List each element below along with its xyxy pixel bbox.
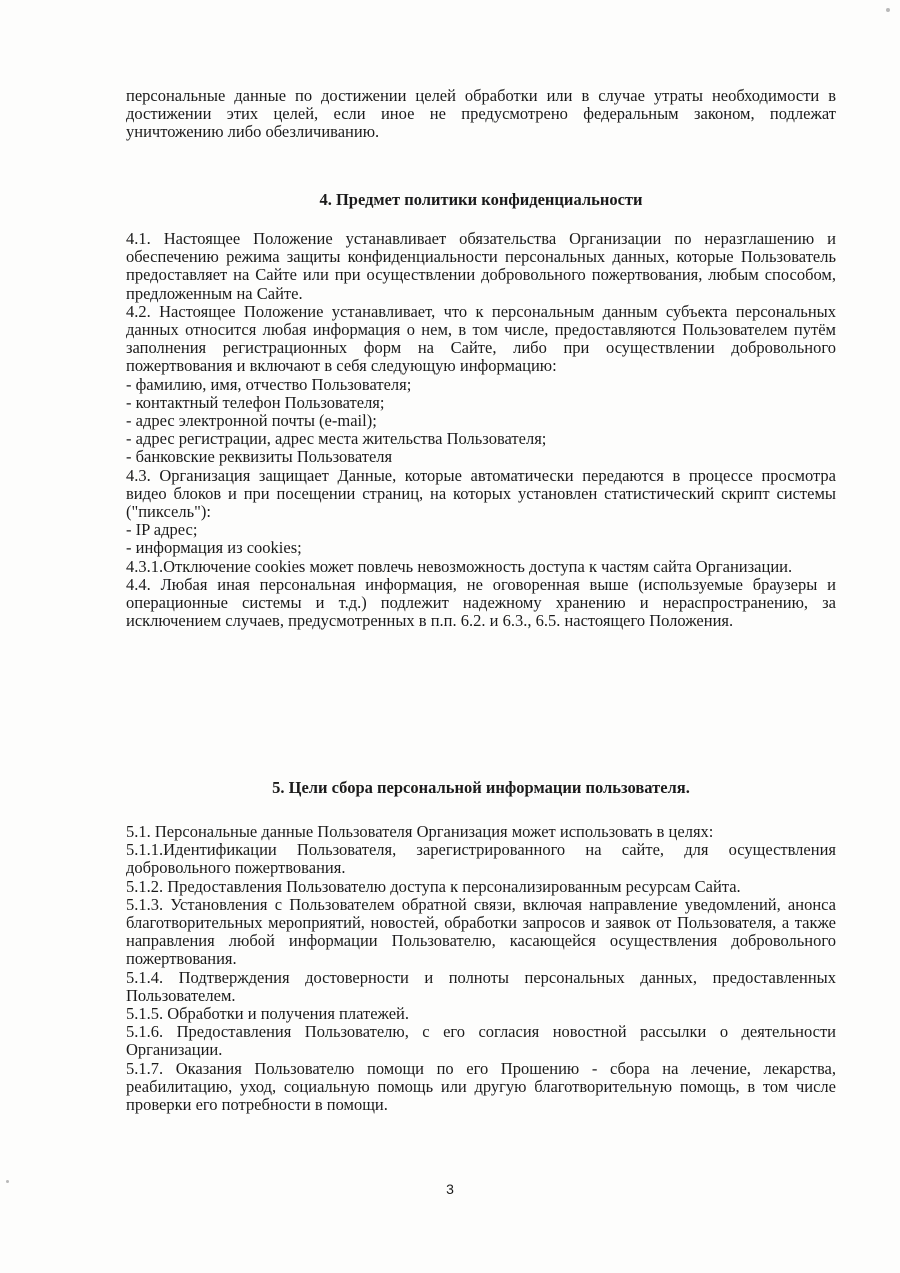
clause-5-1-1: 5.1.1.Идентификации Пользователя, зарегистрированного на сайте, для осуществления добровольного пожертвования.	[126, 840, 836, 878]
clause-5-1-4: 5.1.4. Подтверждения достоверности и полноты персональных данных, предоставленных Пользователем.	[126, 967, 836, 1005]
clause-5-1-2: 5.1.2. Предоставления Пользователю доступа к персонализированным ресурсам Сайта.	[126, 876, 741, 896]
section-5-title: 5. Цели сбора персональной информации пользователя.	[272, 778, 690, 797]
list-item: - контактный телефон Пользователя;	[126, 392, 385, 412]
intro-paragraph: персональные данные по достижении целей обработки или в случае утраты необходимости в достижении этих целей, если иное не предусмотрено федеральным законом, подлежат уничтожению либо обезличиванию.	[126, 86, 836, 142]
scan-speck	[886, 8, 890, 12]
clause-5-1-6: 5.1.6. Предоставления Пользователю, с его согласия новостной рассылки о деятельности Организации.	[126, 1022, 836, 1060]
page-number: 3	[446, 1181, 454, 1197]
list-item: - адрес электронной почты (e-mail);	[126, 411, 377, 431]
list-item: - информация из cookies;	[126, 538, 302, 558]
list-item: - банковские реквизиты Пользователя	[126, 447, 393, 467]
clause-5-1-5: 5.1.5. Обработки и получения платежей.	[126, 1004, 409, 1024]
intro-paragraph-block	[126, 87, 836, 142]
clause-4-3-1: 4.3.1.Отключение cookies может повлечь невозможность доступа к частям сайта Организации.	[126, 556, 793, 576]
list-item: - адрес регистрации, адрес места жительства Пользователя;	[126, 429, 547, 449]
clause-4-1: 4.1. Настоящее Положение устанавливает обязательства Организации по неразглашению и обеспечению режима защиты конфиденциальности персональных данных, которые Пользователь предоставляет на Сайте или при осуществлении добровольного пожертвования, любым способом, предложенным на Сайте.	[126, 229, 836, 303]
clause-4-2: 4.2. Настоящее Положение устанавливает, что к персональным данным субъекта персональных данных относится любая информация о нем, в том числе, предоставляются Пользователем путём заполнения регистрационных форм на Сайте, либо при осуществлении добровольного пожертвования и включают в себя следующую информацию:	[126, 301, 836, 376]
section-4-body	[126, 230, 836, 630]
clause-5-1-7: 5.1.7. Оказания Пользователю помощи по его Прошению - сбора на лечение, лекарства, реабилитацию, уход, социальную помощь или другую благотворительную помощь, в том числе проверки его потребности в помощи.	[126, 1058, 836, 1115]
section-5-body	[126, 823, 836, 1114]
clause-5-1-3: 5.1.3. Установления с Пользователем обратной связи, включая направление уведомлений, анонса благотворительных мероприятий, новостей, обработки запросов и заявок от Пользователя, а также направления любой информации Пользователю, касающейся осуществления добровольного пожертвования.	[126, 894, 836, 969]
section-4-title: 4. Предмет политики конфиденциальности	[319, 190, 643, 209]
list-item: - IP адрес;	[126, 520, 198, 540]
clause-4-3: 4.3. Организация защищает Данные, которые автоматически передаются в процессе просмотра видео блоков и при посещении страниц, на которых установлен статистический скрипт системы ("пиксель"):	[126, 465, 836, 522]
clause-4-4: 4.4. Любая иная персональная информация, не оговоренная выше (используемые браузеры и операционные системы и т.д.) подлежит надежному хранению и нераспространению, за исключением случаев, предусмотренных в п.п. 6.2. и 6.3., 6.5. настоящего Положения.	[126, 574, 836, 631]
list-item: - фамилию, имя, отчество Пользователя;	[126, 374, 412, 394]
clause-5-1: 5.1. Персональные данные Пользователя Организация может использовать в целях:	[126, 822, 714, 841]
